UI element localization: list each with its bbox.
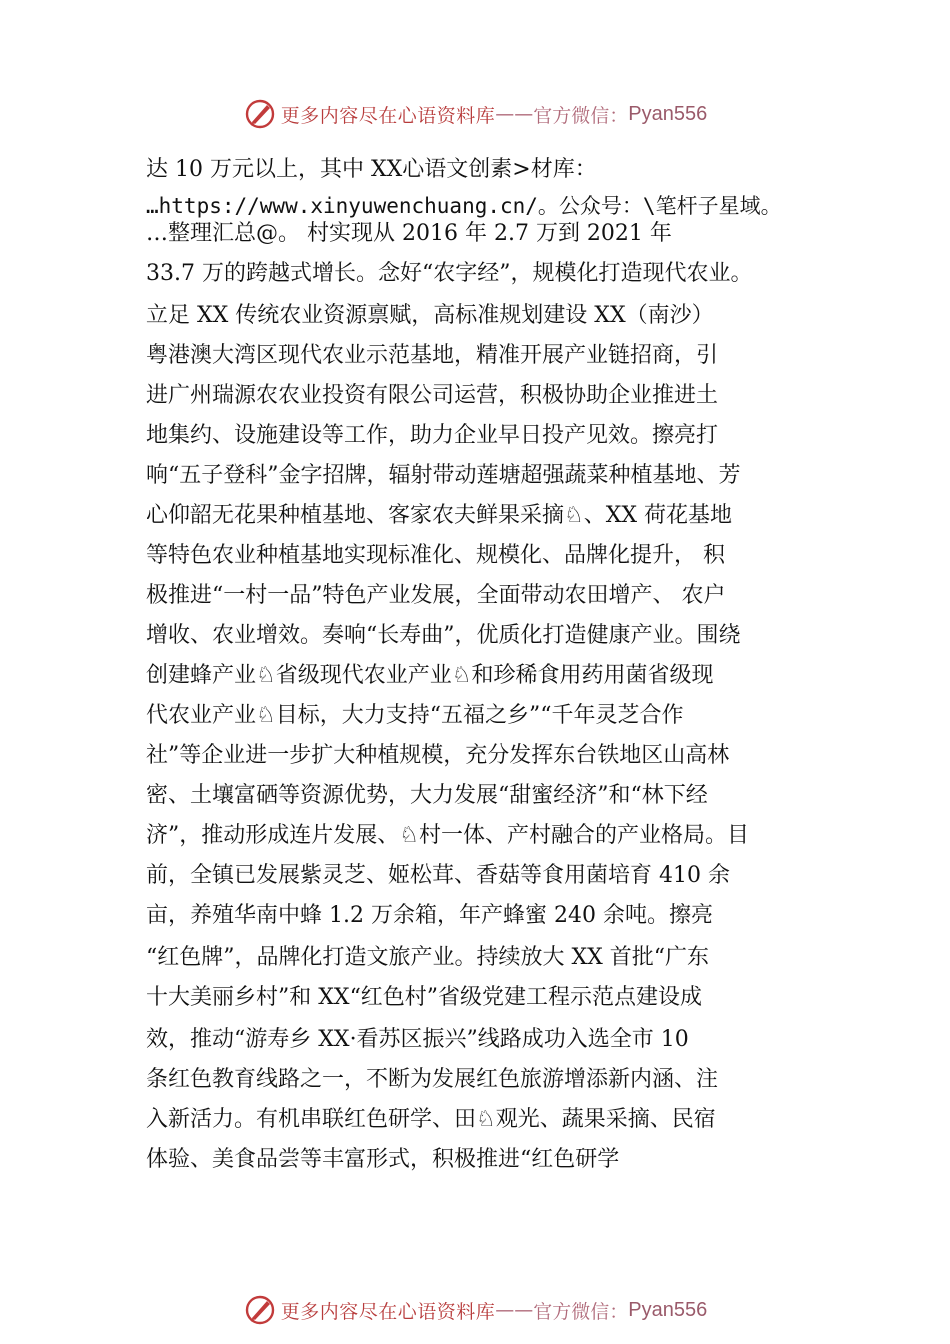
body-line: 达 10 万元以上，其中 XX心语文创素>材库： (146, 157, 597, 182)
body-line: 地集约、设施建设等工作，助力企业早日投产见效。擦亮打 (146, 423, 719, 448)
body-line: 创建蜂产业♘省级现代农业产业♘和珍稀食用药用菌省级现 (146, 663, 714, 688)
body-line: 33.7 万的跨越式增长。念好“农字经”，规模化打造现代农业。 (146, 261, 753, 286)
body-line: 前，全镇已发展紫灵芝、姬松茸、香菇等食用菌培育 410 余 (146, 863, 730, 888)
header-wechat-label: 官方微信： (533, 104, 629, 127)
footer-title: 更多内容尽在心语资料库 (280, 1300, 496, 1323)
body-line: 粤港澳大湾区现代农业示范基地，精准开展产业链招商，引 (146, 343, 719, 368)
body-line: 效，推动“游寿乡 XX·看苏区振兴”线路成功入选全市 10 (146, 1027, 689, 1052)
body-line: 等特色农业种植基地实现标准化、规模化、品牌化提升， 积 (146, 543, 725, 568)
header-title: 更多内容尽在心语资料库 (280, 104, 496, 127)
body-line: 代农业产业♘目标，大力支持“五福之乡”“千年灵芝合作 (146, 703, 684, 728)
quill-logo-icon (243, 97, 277, 131)
body-line: 密、土壤富硒等资源优势，大力发展“甜蜜经济”和“林下经 (146, 783, 708, 808)
body-line: 入新活力。有机串联红色研学、田♘观光、蔬果采摘、民宿 (146, 1107, 716, 1132)
body-line: 条红色教育线路之一，不断为发展红色旅游增添新内涵、注 (146, 1067, 719, 1092)
footer-wechat-id: Pyan556 (628, 1298, 708, 1321)
footer-banner (0, 1290, 950, 1330)
body-line: 立足 XX 传统农业资源禀赋，高标准规划建设 XX（南沙） (146, 303, 714, 328)
body-line: 增收、农业增效。奏响“长寿曲”，优质化打造健康产业。围绕 (146, 623, 741, 648)
body-line: “红色牌”，品牌化打造文旅产业。持续放大 XX 首批“广东 (146, 945, 710, 970)
body-line: 社”等企业进一步扩大种植规模，充分发挥东台铁地区山高林 (146, 743, 730, 768)
body-line: 响“五子登科”金字招牌，辐射带动莲塘超强蔬菜种植基地、芳 (146, 463, 741, 488)
body-line: 亩，养殖华南中蜂 1.2 万余箱，年产蜂蜜 240 余吨。擦亮 (146, 903, 713, 928)
body-line: 心仰韶无花果种植基地、客家农夫鲜果采摘♘、XX 荷花基地 (146, 503, 733, 528)
footer-wechat-label: 官方微信： (533, 1300, 629, 1323)
body-line: 极推进“一村一品”特色产业发展，全面带动农田增产、 农户 (146, 583, 726, 608)
quill-logo-icon (243, 1293, 277, 1327)
header-banner (0, 94, 950, 134)
body-line: 十大美丽乡村”和 XX“红色村”省级党建工程示范点建设成 (146, 985, 703, 1010)
body-line: 体验、美食品尝等丰富形式，积极推进“红色研学 (146, 1147, 620, 1172)
body-line: …整理汇总@。 村实现从 2016 年 2.7 万到 2021 年 (146, 221, 672, 246)
header-dash: —— (495, 103, 534, 125)
footer-dash: —— (495, 1299, 534, 1321)
body-line: …https://www.xinyuwenchuang.cn/。公众号：\笔杆子星域。 (146, 194, 782, 218)
header-wechat-id: Pyan556 (628, 102, 708, 125)
body-line: 进广州瑞源农农业投资有限公司运营，积极协助企业推进土 (146, 383, 719, 408)
body-line: 济”，推动形成连片发展、♘村一体、产村融合的产业格局。目 (146, 823, 749, 848)
